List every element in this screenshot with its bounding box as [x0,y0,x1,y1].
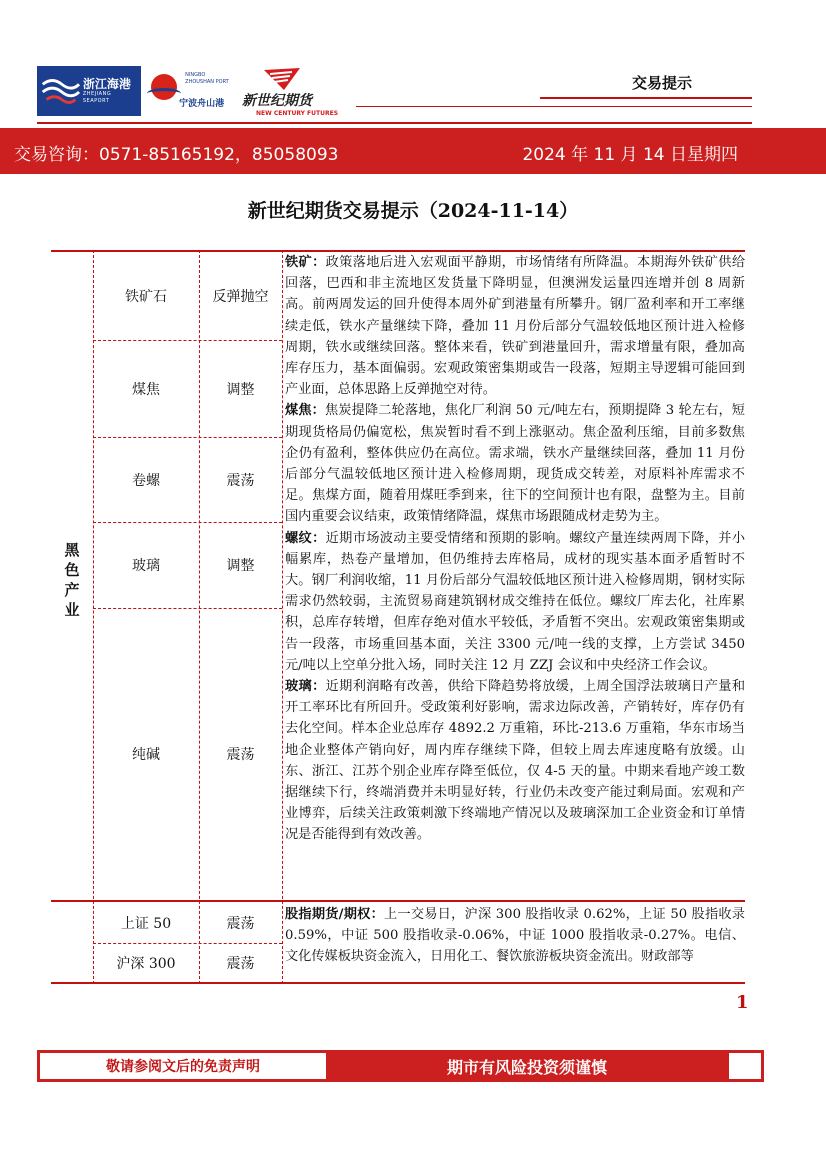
index-analysis-text [285,904,745,982]
product-cell: 沪深 300 [116,955,176,972]
contact-info: 交易咨询：0571-85165192，85058093 [14,145,339,165]
logo-zhejiang-en: ZHEJIANG SEAPORT [82,90,112,104]
footer-box [729,1053,761,1079]
product-cell: 上证 50 [120,915,172,932]
view-cell: 震荡 [226,955,255,972]
view-cell: 震荡 [226,472,255,489]
col-divider-3 [282,250,283,984]
header-rule-bottom [37,122,752,124]
zhejiang-seaport-logo [37,66,231,116]
disclaimer-link[interactable]: 敬请参阅文后的免责声明 [40,1053,326,1079]
logo-ningbo-cn: 宁波舟山港 [179,99,225,109]
trading-tips-table [51,250,745,984]
product-cell: 卷螺 [132,472,160,489]
header-rule-mid [356,106,752,107]
footer-bar [37,1050,764,1082]
page-title: 新世纪期货交易提示（2024-11-14） [247,200,579,222]
view-cell: 震荡 [226,747,255,763]
new-century-futures-logo [236,66,356,126]
view-cell: 调整 [226,558,255,574]
header-rule-top [540,97,752,99]
logo-ningbo-en: NINGBO ZHOUSHAN PORT [185,72,229,85]
sector-label: 黑色产业 [64,541,80,619]
analysis-paragraph: 玻璃：近期利润略有改善，供给下降趋势将放缓，上周全国浮法玻璃日产量和开工率环比有所回升。受政策利好影响，需求边际改善，产销转好，库存仍有去化空间。样本企业总库存 4892.2 万重箱，环比-213.6 万重箱，华东市场当地企业整体产销向好，周内库存继续下降，但较上周去库速度略有放缓。山东、浙江、江苏个别企业库存降至低位，仅 4-5 天的量。中期来看地产竣工数据继续下行，终端消费并未明显好转，行业仍未改变产能过剩局面。宏观和产业博弈，后续关注政策刺激下终端地产情况以及玻璃深加工企业资金和订单情况是否能得到有效改善。 [285,679,745,843]
risk-warning: 期市有风险投资须谨慎 [446,1057,607,1077]
view-cell: 反弹抛空 [212,289,269,305]
contact-banner [0,128,826,174]
view-cell: 调整 [226,381,255,398]
table-bottom-border [51,982,745,984]
view-cell: 震荡 [226,915,255,932]
wave-icon [147,88,181,99]
analysis-paragraph: 股指期货/期权：上一交易日，沪深 300 股指收录 0.62%，上证 50 股指收录 0.59%，中证 500 股指收录-0.06%，中证 1000 股指收录-0.27%。电信、文化传媒板块资金流入，日用化工、餐饮旅游板块资金流出。财政部等 [285,907,745,965]
page-number: 1 [736,992,749,1013]
analysis-text [285,252,745,902]
logo-ncf-en: NEW CENTURY FUTURES [256,110,339,117]
ncf-emblem-icon [262,66,302,92]
product-cell: 玻璃 [132,558,160,574]
logo-zhejiang-cn: 浙江海港 [82,76,131,91]
logo-ncf-cn: 新世纪期货 [242,93,312,109]
analysis-paragraph: 煤焦：焦炭提降二轮落地，焦化厂利润 50 元/吨左右，预期提降 3 轮左右，短期现货格局仍偏宽松，焦炭暂时看不到上涨驱动。焦企盈利压缩，目前多数焦企仍有盈利，整体供应仍在高位。需求端，铁水产量继续回落，叠加 11 月份后部分气温较低地区预计进入检修周期，现货成交转差，对原料补库需求不足。焦煤方面，随着用煤旺季到来，往下的空间预计也有限，盘整为主。目前国内重要会议结束，政策情绪降温，煤焦市场跟随成材走势为主。 [285,403,745,525]
analysis-paragraph: 铁矿：政策落地后进入宏观面平静期，市场情绪有所降温。本期海外铁矿供给回落，巴西和非主流地区发货量下降明显，但澳洲发运量四连增并创 8 周新高。前两周发运的回升使得本周外矿到港量有所攀升。钢厂盈利率和开工率继续走低，铁水产量继续下降，叠加 11 月份后部分气温较低地区预计进入检修周期，铁水或继续回落。整体来看，铁矿到港量回升，需求增量有限，叠加高库存压力，基本面偏弱。宏观政策密集期或告一段落，短期主导逻辑可能回到产业面，总体思路上反弹抛空对待。 [285,255,745,398]
product-cell: 煤焦 [132,381,160,398]
product-cell: 铁矿石 [125,289,167,305]
product-cell: 纯碱 [132,747,160,763]
ningbo-port-logo [141,66,231,116]
analysis-paragraph: 螺纹：近期市场波动主要受情绪和预期的影响。螺纹产量连续两周下降，并小幅累库，热卷产量增加，但仍维持去库格局，成材的现实基本面矛盾暂时不大。钢厂利润收缩，11 月份后部分气温较低地区预计进入检修周期，钢材实际需求仍然较弱，主流贸易商建筑钢材成交维持在低位。螺纹厂库去化，社库累积，总库存转增，但库存绝对值水平较低，矛盾暂不突出。宏观政策密集期或告一段落，市场重回基本面，关注 3300 元/吨一线的支撑，上方尝试 3450 元/吨以上空单分批入场，同时关注 12 月 ZZJ 会议和中央经济工作会议。 [285,530,745,673]
document-type: 交易提示 [632,74,693,92]
seaport-wave-icon [37,66,83,116]
report-date: 2024 年 11 月 14 日星期四 [522,145,738,165]
